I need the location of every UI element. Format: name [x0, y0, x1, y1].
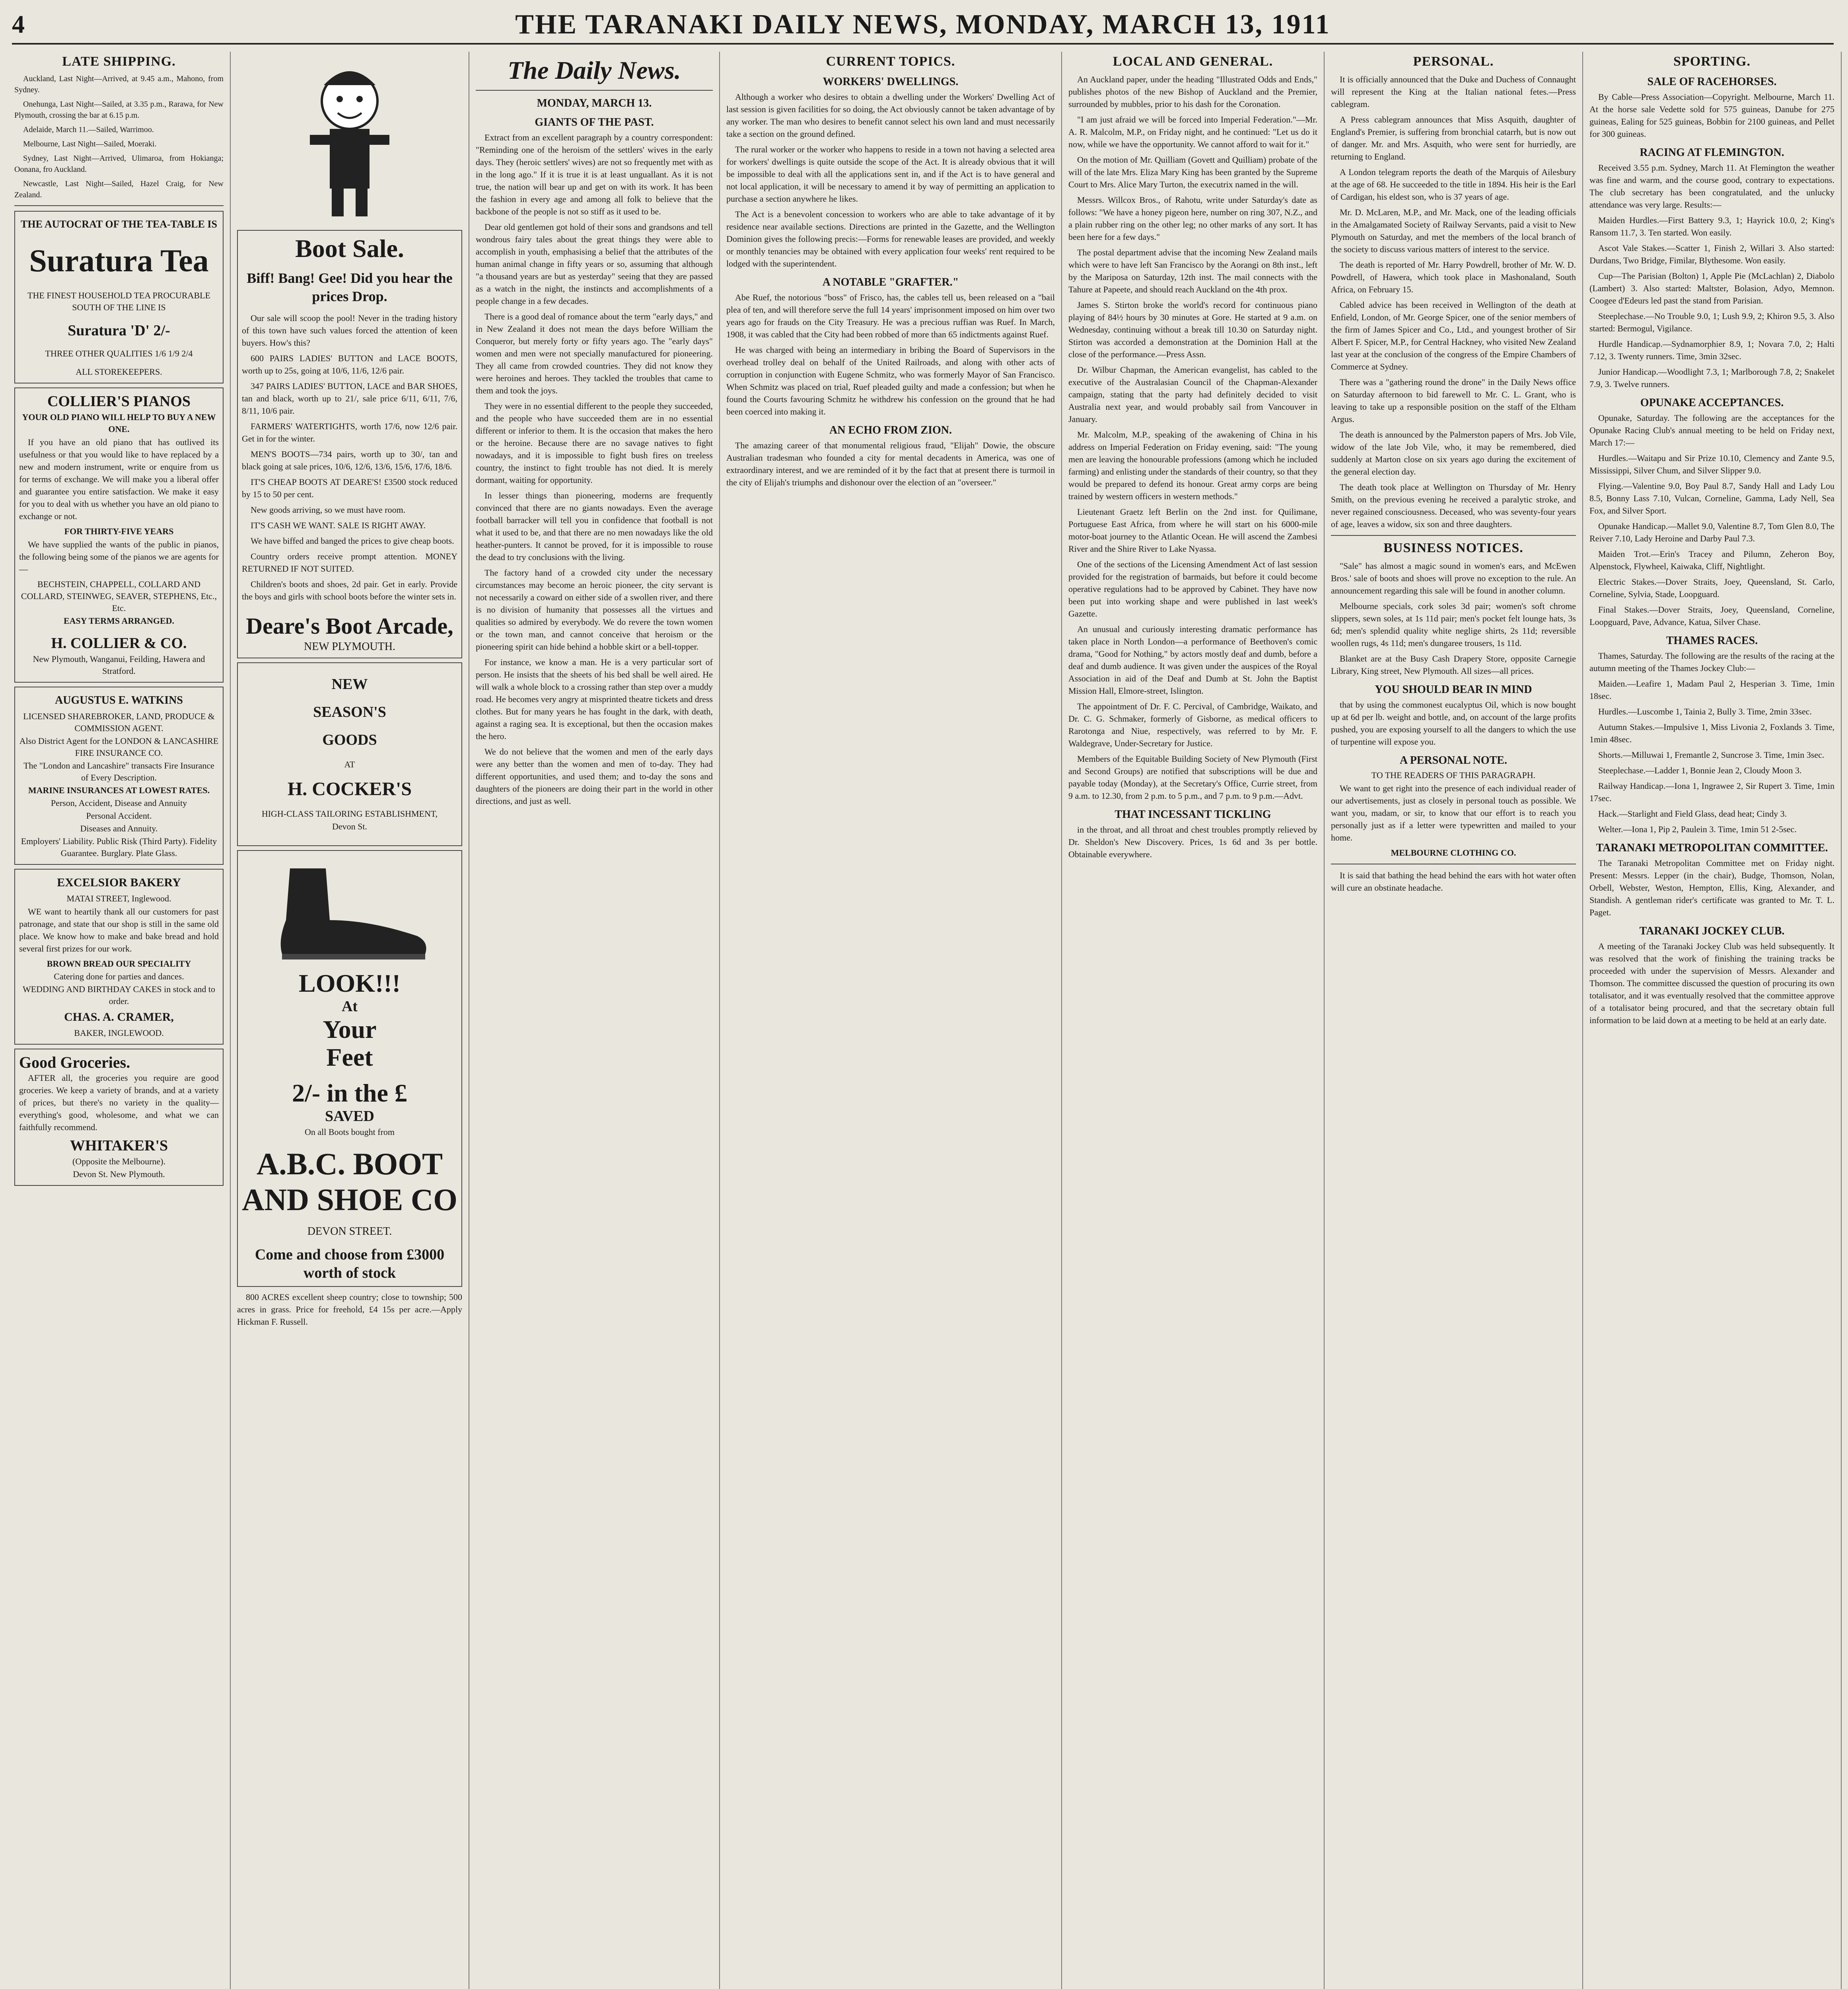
abc-ad [237, 850, 462, 1287]
race-result: Junior Handicap.—Woodlight 7.3, 1; Marlborough 7.8, 2; Snakelet 7.9, 3. Twelve runners. [1589, 367, 1834, 389]
local-para: One of the sections of the Licensing Amendment Act of last session provided for the registration of barmaids, but before it could become operative regulations had to be approved by Cabinet. They have now been put into working shape and were published in last week's Gazette. [1068, 559, 1317, 619]
local-para: On the motion of Mr. Quilliam (Govett and Quilliam) probate of the will of the late Mrs. Eliza Mary King has been granted by the Supreme Court to Mrs. Alice Mary Turton, the executrix named in the will. [1068, 155, 1317, 189]
bakery-line: WEDDING AND BIRTHDAY CAKES in stock and to order. [22, 984, 216, 1006]
groceries-street: Devon St. New Plymouth. [73, 1169, 165, 1179]
boot-sale-item: Country orders receive prompt attention. MONEY RETURNED IF NOT SUITED. [242, 551, 457, 574]
watkins-line: Person, Accident, Disease and Annuity [51, 798, 187, 808]
sporting-para: A meeting of the Taranaki Jockey Club was held subsequently. It was resolved that the work of finishing the training tracks be proceeded with under the supervision of Messrs. Alexander and Thomson. The committee discussed the question of procuring its own totalisator, and it was eventually resolved that the committee approve of a totalisator being procured, and that the secretary obtain full information to be laid down at a meeting to be held at an early date. [1589, 941, 1834, 1025]
editorial-para: They were in no essential different to the people they succeeded, and the people who have succeeded them are in no essential different or inferior to them. It is the occasion that makes the hero or the heroine. Because there are no savage natives to fight nowadays, and it is impossible to fight bush fires on treeless country, the instinct to fight trouble has not died. It is merely dormant, waiting for opportunity. [476, 401, 713, 485]
abc-line: At [341, 998, 358, 1015]
sporting-sub: SALE OF RACEHORSES. [1647, 76, 1777, 88]
land-ad: 800 ACRES excellent sheep country; close to township; 500 acres in grass. Price for freehold, £4 15s per acre.—Apply Hickman F. Russell. [237, 1292, 462, 1327]
local-para: The appointment of Dr. F. C. Percival, of Cambridge, Waikato, and Dr. C. G. Schmaker, formerly of Gisborne, as medical officers to Rarotonga and Niue, respectively, was referred to by Mr. F. Waldegrave, Under-Secretary for Justice. [1068, 701, 1317, 748]
cocker-firm: H. COCKER'S [287, 778, 412, 800]
suratura-sellers: ALL STOREKEEPERS. [76, 367, 162, 377]
boot-sale-item: FARMERS' WATERTIGHTS, worth 17/6, now 12/6 pair. Get in for the winter. [242, 421, 457, 444]
abc-line: On all Boots bought from [304, 1127, 395, 1137]
column-2 [231, 52, 469, 1989]
bakery-owner: CHAS. A. CRAMER, [64, 1010, 174, 1024]
masthead [12, 7, 1834, 45]
acceptance: Opunake Handicap.—Mallet 9.0, Valentine 8.7, Tom Glen 8.0, The Reiver 7.10, Lady Heroine and Darby Paul 7.3. [1589, 521, 1834, 543]
shipping-item: Melbourne, Last Night—Sailed, Moeraki. [23, 140, 157, 148]
editorial-para: The factory hand of a crowded city under the necessary circumstances may become an heroic pioneer, the city servant is not necessarily a coward on either side of a swollen river, and there is no division of humanity that possesses all the virtues and qualities so admired by everybody. We do revere the town women or the town man, and cannot conceive that heroism or the pioneering spirit can hide behind a hobble skirt or a bell-topper. [476, 568, 713, 652]
thames-result: Autumn Stakes.—Impulsive 1, Miss Livonia 2, Foxlands 3. Time, 1min 48sec. [1589, 722, 1834, 744]
current-sub: WORKERS' DWELLINGS. [823, 76, 959, 88]
current-sub: A NOTABLE "GRAFTER." [822, 276, 959, 288]
sporting-sub: TARANAKI JOCKEY CLUB. [1639, 925, 1785, 937]
newspaper-title: THE TARANAKI DAILY NEWS, MONDAY, MARCH 13, 1911 [515, 9, 1331, 40]
column-1 [8, 52, 231, 1989]
personal-para: There was a "gathering round the drone" in the Daily News office on Saturday afternoon to bid farewell to Mr. C. L. Grant, who is leaving to take up a responsible position on the staff of the Eltham Argus. [1331, 377, 1576, 424]
collier-ad [14, 387, 224, 683]
cocker-ad [237, 662, 462, 846]
thames-result: Steeplechase.—Ladder 1, Bonnie Jean 2, Cloudy Moon 3. [1598, 765, 1802, 775]
shipping-heading: LATE SHIPPING. [62, 54, 176, 69]
abc-line: Feet [326, 1043, 373, 1071]
current-heading: CURRENT TOPICS. [826, 54, 955, 69]
abc-line: SAVED [325, 1108, 374, 1125]
cocker-line: NEW [331, 676, 368, 693]
bakery-ad [14, 869, 224, 1045]
cocker-line: SEASON'S [313, 704, 386, 720]
local-para: Mr. Malcolm, M.P., speaking of the awakening of China in his address on Imperial Federation on Friday evening, said: "The young men are leaving the honourable professions (among which he included farming) and enlisting under the standards of their country, so that they would be prepared to defend its honour. Great army corps are being trained by western officers in western methods." [1068, 430, 1317, 501]
divider [14, 205, 224, 206]
bakery-line: BROWN BREAD OUR SPECIALITY [47, 959, 191, 969]
collier-sub: YOUR OLD PIANO WILL HELP TO BUY A NEW ONE. [22, 412, 216, 434]
boot-sale-sub: Biff! Bang! Gee! Did you hear the prices Drop. [247, 270, 453, 304]
personal-para: A London telegram reports the death of the Marquis of Ailesbury at the age of 68. He succeeded to the title in 1894. His heir is the Earl of Cardigan, his eldest son, who is 37 years of age. [1331, 167, 1576, 202]
tickle-heading: THAT INCESSANT TICKLING [1115, 808, 1271, 821]
collier-body: If you have an old piano that has outlived its usefulness or that you would like to have replaced by a new and modern instrument, write or enquire from us for terms of exchange. We will make you a liberal offer and guarantee you entire satisfaction. We make it easy for you to deal with us whether you have an old piano to exchange or not. [19, 437, 219, 521]
sporting-sub: OPUNAKE ACCEPTANCES. [1640, 397, 1784, 409]
acceptance: Maiden Trot.—Erin's Tracey and Pilumn, Zeheron Boy, Alpenstock, Flywheel, Kaiwaka, Cliff, Nightlight. [1589, 549, 1834, 571]
thames-result: Hurdles.—Luscombe 1, Tainia 2, Bully 3. Time, 2min 33sec. [1598, 706, 1812, 716]
personal-para: Cabled advice has been received in Wellington of the death at Enfield, London, of Mr. George Spicer, one of the senior members of the firm of James Spicer and Co., Ltd., and youngest brother of Sir Albert F. Spicer, M.P., for Central Hackney, who visited New Zealand last year at the conclusion of the congress of the Empire Chambers of Commerce at Sydney. [1331, 300, 1576, 372]
collier-sub2: FOR THIRTY-FIVE YEARS [64, 526, 174, 536]
suratura-grade: Suratura 'D' 2/- [68, 322, 170, 339]
collier-body2: We have supplied the wants of the public in pianos, the following being some of the pianos we are agents for— [19, 539, 219, 574]
editorial-para: We do not believe that the women and men of the early days were any better than the women and men of to-day. They had different opportunities, and used them; and to-day the sons and daughters of the pioneers are doing their part in the world in other directions, and just as well. [476, 747, 713, 806]
current-para: The Act is a benevolent concession to workers who are able to take advantage of it by residence near available sections. Directions are printed in the Gazette, and the Wellington Dominion gives the following precis:—Forms for renewable leases are provided, and weekly or monthly tenancies may be obtained with every application four weeks' rent required to be lodged with the superintendent. [726, 209, 1055, 269]
business-para: Blanket are at the Busy Cash Drapery Store, opposite Carnegie Library, King street, New Plymouth. All sizes—all prices. [1331, 654, 1576, 676]
current-para: The rural worker or the worker who happens to reside in a town not having a selected area for workers' dwellings is quite outside the scope of the Act. It is already obvious that it will be impossible to deal with all the applications sent in, and if the Act is to have general and not local application, it will be necessary to amend it by way of permitting an application to purchase a section anywhere he likes. [726, 144, 1055, 204]
collier-heading: COLLIER'S PIANOS [47, 393, 191, 410]
thames-result: Shorts.—Milluwai 1, Fremantle 2, Suncrose 3. Time, 1min 3sec. [1598, 750, 1825, 760]
personal-para: The death is announced by the Palmerston papers of Mrs. Job Vile, widow of the late Job Vile, who, it may be remembered, died suddenly at Marton close on six years ago during the excitement of the general election day. [1331, 430, 1576, 477]
race-result: Steeplechase.—No Trouble 9.0, 1; Lush 9.9, 2; Khiron 9.5, 3. Also started: Bermogul, Vigilance. [1589, 311, 1834, 333]
boot-sale-ad [237, 230, 462, 658]
editorial-para: In lesser things than pioneering, moderns are frequently convinced that there are no giants nowadays. Even the average football barracker will tell you in confidence that football is not what it used to be, and that there are no men nowadays like the old heather-punters. It cannot be proved, for it is impossible to rouse the dead to try conclusions with the living. [476, 490, 713, 562]
bakery-body: WE want to heartily thank all our customers for past patronage, and state that our shop is still in the same old place. We know how to make and bake bread and hold several first prizes for our work. [19, 907, 219, 954]
cocker-line: Devon St. [332, 821, 367, 831]
cartoon-figure-illustration [290, 57, 409, 224]
tail-para: It is said that bathing the head behind the ears with hot water often will cure an obstinate headache. [1331, 870, 1576, 893]
collier-makers: BECHSTEIN, CHAPPELL, COLLARD AND COLLARD, STEINWEG, SEAVER, STEPHENS, Etc., Etc. [21, 579, 217, 613]
acceptance: Final Stakes.—Dover Straits, Joey, Queensland, Corneline, Loopguard, Pave, Advance, Katua, Silver Chase. [1589, 605, 1834, 627]
watkins-line: The "London and Lancashire" transacts Fire Insurance of Every Description. [23, 761, 214, 782]
personal-para: Mr. D. McLaren, M.P., and Mr. Mack, one of the leading officials in the Amalgamated Society of Railway Servants, paid a visit to New Plymouth on Saturday, and met the members of the local branch of the society to discuss various matters of interest to the service. [1331, 207, 1576, 254]
personal-para: The death took place at Wellington on Thursday of Mr. Henry Smith, on the previous evening he received a paralytic stroke, and never regained consciousness. Deceased, who was seventy-four years of age, leaves a widow, six son and three daughters. [1331, 482, 1576, 529]
sporting-para: The Taranaki Metropolitan Committee met on Friday night. Present: Messrs. Lepper (in the chair), Budge, Thomson, Nolan, Orbell, Webster, Weston, Hempton, Ellis, King, Alexander, and Standish. A gentleman rider's certificate was granted to Mr. T. L. Paget. [1589, 858, 1834, 917]
abc-street: DEVON STREET. [307, 1225, 392, 1238]
acceptance: Flying.—Valentine 9.0, Boy Paul 8.7, Sandy Hall and Lady Lou 8.5, Bonny Lass 7.10, Vulcan, Corneline, Gamma, Lady Nell, Sea Fox, and Silver Sport. [1589, 481, 1834, 516]
boot-sale-item: We have biffed and banged the prices to give cheap boots. [251, 536, 454, 546]
abc-firm: A.B.C. BOOT AND SHOE CO [242, 1146, 457, 1217]
cocker-line: AT [344, 759, 355, 769]
groceries-ad [14, 1049, 224, 1186]
abc-line: LOOK!!! [299, 969, 401, 997]
sporting-sub: TARANAKI METROPOLITAN COMMITTEE. [1596, 842, 1828, 854]
personal-para: It is officially announced that the Duke and Duchess of Connaught will represent the King at the Italian national fetes.—Press cablegram. [1331, 74, 1576, 109]
watkins-heading: AUGUSTUS E. WATKINS [55, 694, 183, 706]
local-para: James S. Stirton broke the world's record for continuous piano playing of 84½ hours by 30 minutes at Gore. He started at 9 a.m. on Wednesday, continuing without a break till 10.30 on Saturday night. Stirton was accorded a demonstration at the Dominion Hall at the close of the performance.—Press Assn. [1068, 300, 1317, 359]
column-5 [1062, 52, 1325, 1989]
column-6 [1325, 52, 1583, 1989]
shipping-list [14, 73, 224, 200]
current-sub: AN ECHO FROM ZION. [829, 424, 952, 436]
suratura-other: THREE OTHER QUALITIES 1/6 1/9 2/4 [45, 348, 193, 358]
editorial-masthead: The Daily News. [508, 56, 681, 84]
watkins-line: Also District Agent for the LONDON & LANCASHIRE FIRE INSURANCE CO. [19, 736, 219, 758]
watkins-line: Employers' Liability. Public Risk (Third Party). Fidelity Guarantee. Burglary. Plate Glass. [21, 836, 217, 858]
page-number: 4 [12, 10, 25, 38]
boot-sale-item: 347 PAIRS LADIES' BUTTON, LACE and BAR SHOES, tan and black, worth up to 21/, sale price 6/11, 6/11, 7/6, 8/11, 10/6 pair. [242, 381, 457, 416]
note-firm: MELBOURNE CLOTHING CO. [1391, 848, 1516, 858]
editorial-date: MONDAY, MARCH 13. [537, 97, 652, 109]
cold-para: that by using the commonest eucalyptus Oil, which is now bought up at 6d per lb. weight and bottle, and, on account of the large profits pushed, you are exposing yourself to all the dangers to which the use of turpentine will expose you. [1331, 700, 1576, 747]
race-result: Cup—The Parisian (Bolton) 1, Apple Pie (McLachlan) 2, Diabolo (Lambert) 3. Also started: Maltster, Bolasion, Adyo, Memnon. Coogee d'Edeurs led past the stand from Parisian. [1589, 271, 1834, 306]
boot-sale-body: Our sale will scoop the pool! Never in the trading history of this town have such values forced the attention of keen buyers. How's this? [242, 313, 457, 348]
boot-illustration [266, 860, 433, 964]
editorial-para: There is a good deal of romance about the term "early days," and in New Zealand it does not mean the days before William the Conqueror, but merely forty or fifty years ago. The "early days" women and men were not specially manufactured for pioneering. They all came from crowded countries. They did not know they were heroines and heroes. They tackled the troubles that came to them and took the joys. [476, 311, 713, 395]
shipping-item: Sydney, Last Night—Arrived, Ulimaroa, from Hokianga; Oonana, fro Auckland. [14, 154, 224, 174]
suratura-desc: THE FINEST HOUSEHOLD TEA PROCURABLE SOUTH OF THE LINE IS [27, 290, 210, 312]
groceries-body: AFTER all, the groceries you require are good groceries. We keep a variety of brands, and at a variety of prices, but there's no variety in the quality—everything's good, wholesome, and what we can faithfully recommend. [19, 1073, 219, 1132]
bakery-heading: EXCELSIOR BAKERY [57, 876, 181, 889]
acceptance: Electric Stakes.—Dover Straits, Joey, Queensland, St. Carlo, Corneline, Sylvia, Stade, Loopguard. [1589, 577, 1834, 599]
bakery-owner-sub: BAKER, INGLEWOOD. [74, 1028, 164, 1038]
cocker-line: GOODS [322, 732, 377, 748]
tickle-para: in the throat, and all throat and chest troubles promptly relieved by Dr. Sheldon's New Discovery. Prices, 1s 6d and 3s per bottle. Obtainable everywhere. [1068, 825, 1317, 859]
groceries-addr: (Opposite the Melbourne). [72, 1156, 165, 1166]
column-3 [469, 52, 720, 1989]
business-para: "Sale" has almost a magic sound in women's ears, and McEwen Bros.' sale of boots and shoes will prove no exception to the rule. An announcement regarding this sale will be found in another column. [1331, 561, 1576, 596]
divider [1331, 535, 1576, 536]
editorial-para: Extract from an excellent paragraph by a country correspondent: "Reminding one of the heroism of the settlers' wives in the early days. They (heroic settlers' wives) are not so frequently met with as in the long ago." If it is true it is at least unguallant. As it is not true, the nation will bear up and get on with its work. It has been the fashion in every age and among all folk to believe that the backbone of the people is not so stiff as it used to be. [476, 132, 713, 216]
boot-sale-item: IT'S CASH WE WANT. SALE IS RIGHT AWAY. [251, 520, 426, 530]
column-4 [720, 52, 1062, 1989]
abc-line: 2/- in the £ [292, 1079, 407, 1107]
current-para: Abe Ruef, the notorious "boss" of Frisco, has, the cables tell us, been released on a "bail plea of ten, and will therefore serve the full 14 years' imprisonment imposed on him over two years ago for frauds on the City Treasury. He was a precious ruffian was Ruef. In March, 1908, it was cabled that the City had been robbed of more than 65 indictments against Ruef. [726, 292, 1055, 339]
cold-heading: YOU SHOULD BEAR IN MIND [1375, 683, 1532, 696]
shipping-item: Adelaide, March 11.—Sailed, Warrimoo. [23, 125, 154, 134]
abc-line: Come and choose from £3000 worth of stock [255, 1246, 445, 1281]
local-para: The postal department advise that the incoming New Zealand mails which were to have left San Francisco by the Aorangi on 8th inst., left by the Mariposa on Saturday, 12th inst. The mail connects with the Tahure at Papeete, and should reach Auckland on the 4th prox. [1068, 247, 1317, 294]
sporting-para: Opunake, Saturday. The following are the acceptances for the Opunake Racing Club's annual meeting to be held on Friday next, March 17:— [1589, 413, 1834, 448]
acceptance: Hurdles.—Waitapu and Sir Prize 10.10, Clemency and Zante 9.5, Mississippi, Silver Chum, and Silver Slipper 9.0. [1589, 453, 1834, 475]
boot-sale-item: Children's boots and shoes, 2d pair. Get in early. Provide the boys and girls with school boots before the winter sets in. [242, 579, 457, 601]
current-para: Although a worker who desires to obtain a dwelling under the Workers' Dwelling Act of last session is given facilities for so doing, the Act obviously cannot be taken advantage of by any worker. The man who desires to benefit cannot select his own land and must necessarily take a section on the ground defined. [726, 92, 1055, 139]
watkins-line: LICENSED SHAREBROKER, LAND, PRODUCE & COMMISSION AGENT. [23, 711, 215, 733]
boot-sale-item: MEN'S BOOTS—734 pairs, worth up to 30/, tan and black going at sale prices, 10/6, 12/6, 13/6, 15/6, 17/6, 18/6. [242, 449, 457, 471]
business-para: Melbourne specials, cork soles 3d pair; women's soft chrome slippers, sewn soles, at 1s 11d pair; men's pocket felt lounge hats, 3s 6d; men's splendid quality white neglige shirts, 2s 11d; reversible woollen rugs, 4s 11d; men's dungaree trousers, 1s 11d. [1331, 601, 1576, 648]
bakery-line: Catering done for parties and dances. [54, 971, 184, 981]
collier-firm: H. COLLIER & CO. [51, 635, 187, 652]
boot-sale-item: IT'S CHEAP BOOTS AT DEARE'S! £3500 stock reduced by 15 to 50 per cent. [242, 477, 457, 499]
note-sub: TO THE READERS OF THIS PARAGRAPH. [1371, 770, 1536, 780]
note-heading: A PERSONAL NOTE. [1400, 754, 1507, 767]
local-para: An unusual and curiously interesting dramatic performance has taken place in North London—a performance of Beethoven's comic drama, "Good for Nothing," by actors mostly deaf and dumb, before a deaf and dumb audience. It was given under the auspices of the Royal Association in aid of the Deaf and Dumb at St. John the Baptist Mission Hall, Elmore-street, Islington. [1068, 624, 1317, 696]
sporting-sub: RACING AT FLEMINGTON. [1640, 146, 1784, 159]
personal-para: A Press cablegram announces that Miss Asquith, daughter of England's Premier, is suffering from bronchial catarrh, but is now out of danger. Mr. and Mrs. Asquith, who were sent for hurriedly, are returning to England. [1331, 115, 1576, 162]
local-para: Members of the Equitable Building Society of New Plymouth (First and Second Groups) are notified that subscriptions will be due and payable today (Monday), at the Secretary's Office, Currie street, from 9 a.m. to 12.30, from 2 p.m. to 5 p.m., and 7 p.m. to 9 p.m.—Advt. [1068, 754, 1317, 801]
watkins-line: MARINE INSURANCES AT LOWEST RATES. [28, 785, 210, 795]
watkins-line: Diseases and Annuity. [80, 823, 158, 833]
shipping-item: Newcastle, Last Night—Sailed, Hazel Craig, for New Zealand. [14, 179, 224, 199]
editorial-para: Dear old gentlemen got hold of their sons and grandsons and tell wondrous fairy tales about the great things they were able to accomplish in youth, emphasising a belief that the attributes of the human animal change in fifty years or so, assuming that although "a thousand years are but as yesterday" seeing that they are passed as a watch in the night, the instincts and accomplishments of a people change in a few decades. [476, 222, 713, 306]
current-para: The amazing career of that monumental religious fraud, "Elijah" Dowie, the obscure Australian tradesman who founded a city for mental decadents in America, was one of extraordinary interest, and we are reminded of it by the fact that at present there is turmoil in the city of Elijah's triumphs and dishonour over the election of an "overseer." [726, 440, 1055, 487]
thames-result: Welter.—Iona 1, Pip 2, Paulein 3. Time, 1min 51 2-5sec. [1598, 824, 1797, 834]
watkins-line: Personal Accident. [86, 811, 152, 821]
suratura-name: Suratura Tea [29, 243, 209, 278]
note-para: We want to get right into the presence of each individual reader of our advertisements, just as closely in personal touch as possible. We want you, madam, or sir, to know that our effort is to reach you personally just as if a letter were typewritten and mailed to your home. [1331, 783, 1576, 843]
sporting-para: Thames, Saturday. The following are the results of the racing at the autumn meeting of the Thames Jockey Club:— [1589, 651, 1834, 673]
abc-line: Your [323, 1015, 377, 1043]
thames-result: Hack.—Starlight and Field Glass, dead heat; Cindy 3. [1598, 809, 1787, 819]
thames-result: Railway Handicap.—Iona 1, Ingrawee 2, Sir Rupert 3. Time, 1min 17sec. [1589, 781, 1834, 803]
local-heading: LOCAL AND GENERAL. [1113, 54, 1273, 69]
boot-sale-firm: Deare's Boot Arcade, [246, 613, 453, 639]
editorial-heading: GIANTS OF THE PAST. [535, 116, 654, 128]
groceries-firm: WHITAKER'S [70, 1137, 168, 1154]
local-para: An Auckland paper, under the heading "Illustrated Odds and Ends," publishes photos of the new Bishop of Auckland and the Premier, surrounded by mubbles, prior to his dash for the Coronation. [1068, 74, 1317, 109]
watkins-ad [14, 687, 224, 865]
collier-terms: EASY TERMS ARRANGED. [63, 616, 175, 626]
boot-sale-town: NEW PLYMOUTH. [303, 640, 395, 653]
suratura-ad [14, 211, 224, 383]
column-7 [1583, 52, 1842, 1989]
editorial-para: For instance, we know a man. He is a very particular sort of person. He insists that the sheets of his bed shall be well aired. He will walk a whole block to a crossing rather than step over a muddy road. He becomes very angry at misprinted theatre tickets and dress clothes. But for many years he has fought in the dark, with death, against a raging sea. It is exceptional, but then the occasion makes the hero. [476, 657, 713, 741]
current-para: He was charged with being an intermediary in bribing the Board of Supervisors in the overhead trolley deal on behalf of the United Railroads, and along with other acts of corruption in conjunction with Eugene Schmitz, who was formerly Mayor of San Francisco. When Schmitz was placed on trial, Ruef pleaded guilty and made a confession; but when he found the Courts favouring Schmitz he withdrew his confession on the ground that he had been coerced into making it. [726, 345, 1055, 416]
groceries-heading: Good Groceries. [19, 1053, 130, 1071]
boot-sale-item: New goods arriving, so we must have room. [251, 505, 406, 515]
personal-heading: PERSONAL. [1413, 54, 1494, 69]
race-result: Maiden Hurdles.—First Battery 9.3, 1; Hayrick 10.0, 2; King's Ransom 11.7, 3. Ten started. Won easily. [1589, 215, 1834, 237]
shipping-item: Auckland, Last Night—Arrived, at 9.45 a.m., Mahono, from Sydney. [14, 74, 224, 94]
sporting-para: Received 3.55 p.m. Sydney, March 11. At Flemington the weather was fine and warm, and the course good, contrary to expectations. The club secretary has been congratulated, and the unlucky attendance was very large. Results:— [1589, 163, 1834, 210]
sporting-sub: THAMES RACES. [1666, 634, 1758, 647]
cocker-line: HIGH-CLASS TAILORING ESTABLISHMENT, [261, 809, 438, 819]
sporting-heading: SPORTING. [1673, 54, 1751, 69]
collier-places: New Plymouth, Wanganui, Feilding, Hawera and Stratford. [33, 654, 205, 676]
bakery-addr: MATAI STREET, Inglewood. [66, 893, 171, 903]
business-heading: BUSINESS NOTICES. [1383, 541, 1523, 555]
boot-sale-item: 600 PAIRS LADIES' BUTTON and LACE BOOTS, worth up to 25s, going at 10/6, 11/6, 12/6 pair. [242, 353, 457, 376]
shipping-item: Onehunga, Last Night—Sailed, at 3.35 p.m., Rarawa, for New Plymouth, crossing the bar at 6.15 p.m. [14, 100, 224, 120]
divider [476, 90, 713, 91]
race-result: Hurdle Handicap.—Sydnamorphier 8.9, 1; Novara 7.0, 2; Halti 7.12, 3. Twenty runners. Time, 3min 32sec. [1589, 339, 1834, 361]
local-para: Dr. Wilbur Chapman, the American evangelist, has cabled to the executive of the Australasian Council of the Chapman-Alexander campaign, stating that the party had definitely decided to visit Australia next year, and would probably sail from Vancouver in January. [1068, 365, 1317, 424]
boot-sale-heading: Boot Sale. [295, 234, 404, 263]
sporting-para: By Cable—Press Association—Copyright. Melbourne, March 11. At the horse sale Vedette sold for 575 guineas, Danube for 275 guineas, Ealing for 525 guineas, Bobbin for 2100 guineas, and Pellet for 300 guineas. [1589, 92, 1834, 139]
personal-para: The death is reported of Mr. Harry Powdrell, brother of Mr. W. D. Powdrell, of Hawera, which took place in Mashonaland, South Africa, on February 15. [1331, 260, 1576, 294]
local-para: "I am just afraid we will be forced into Imperial Federation."—Mr. A. R. Malcolm, M.P., on Friday night, and he continued: "Let us do it now, while we have the opportunity. We cannot afford to wait for it." [1068, 115, 1317, 149]
local-para: Messrs. Willcox Bros., of Rahotu, write under Saturday's date as follows: "We have a honey pigeon here, number on ring 307, N.Z., and a plain rubber ring on the other leg; no other marks of any sort. It has been here for a few days." [1068, 195, 1317, 242]
local-para: Lieutenant Graetz left Berlin on the 2nd inst. for Quilimane, Portuguese East Africa, from where he will start on his 6000-mile motor-boat journey to the Atlantic Ocean. He will ascend the Zambesi River and the Shire River to Lake Nyassa. [1068, 507, 1317, 554]
suratura-tagline: THE AUTOCRAT OF THE TEA-TABLE IS [21, 218, 217, 230]
race-result: Ascot Vale Stakes.—Scatter 1, Finish 2, Willari 3. Also started: Durdans, Two Bridge, Fimilar, Blythesome. Won easily. [1589, 243, 1834, 265]
thames-result: Maiden.—Leafire 1, Madam Paul 2, Hesperian 3. Time, 1min 18sec. [1589, 679, 1834, 701]
